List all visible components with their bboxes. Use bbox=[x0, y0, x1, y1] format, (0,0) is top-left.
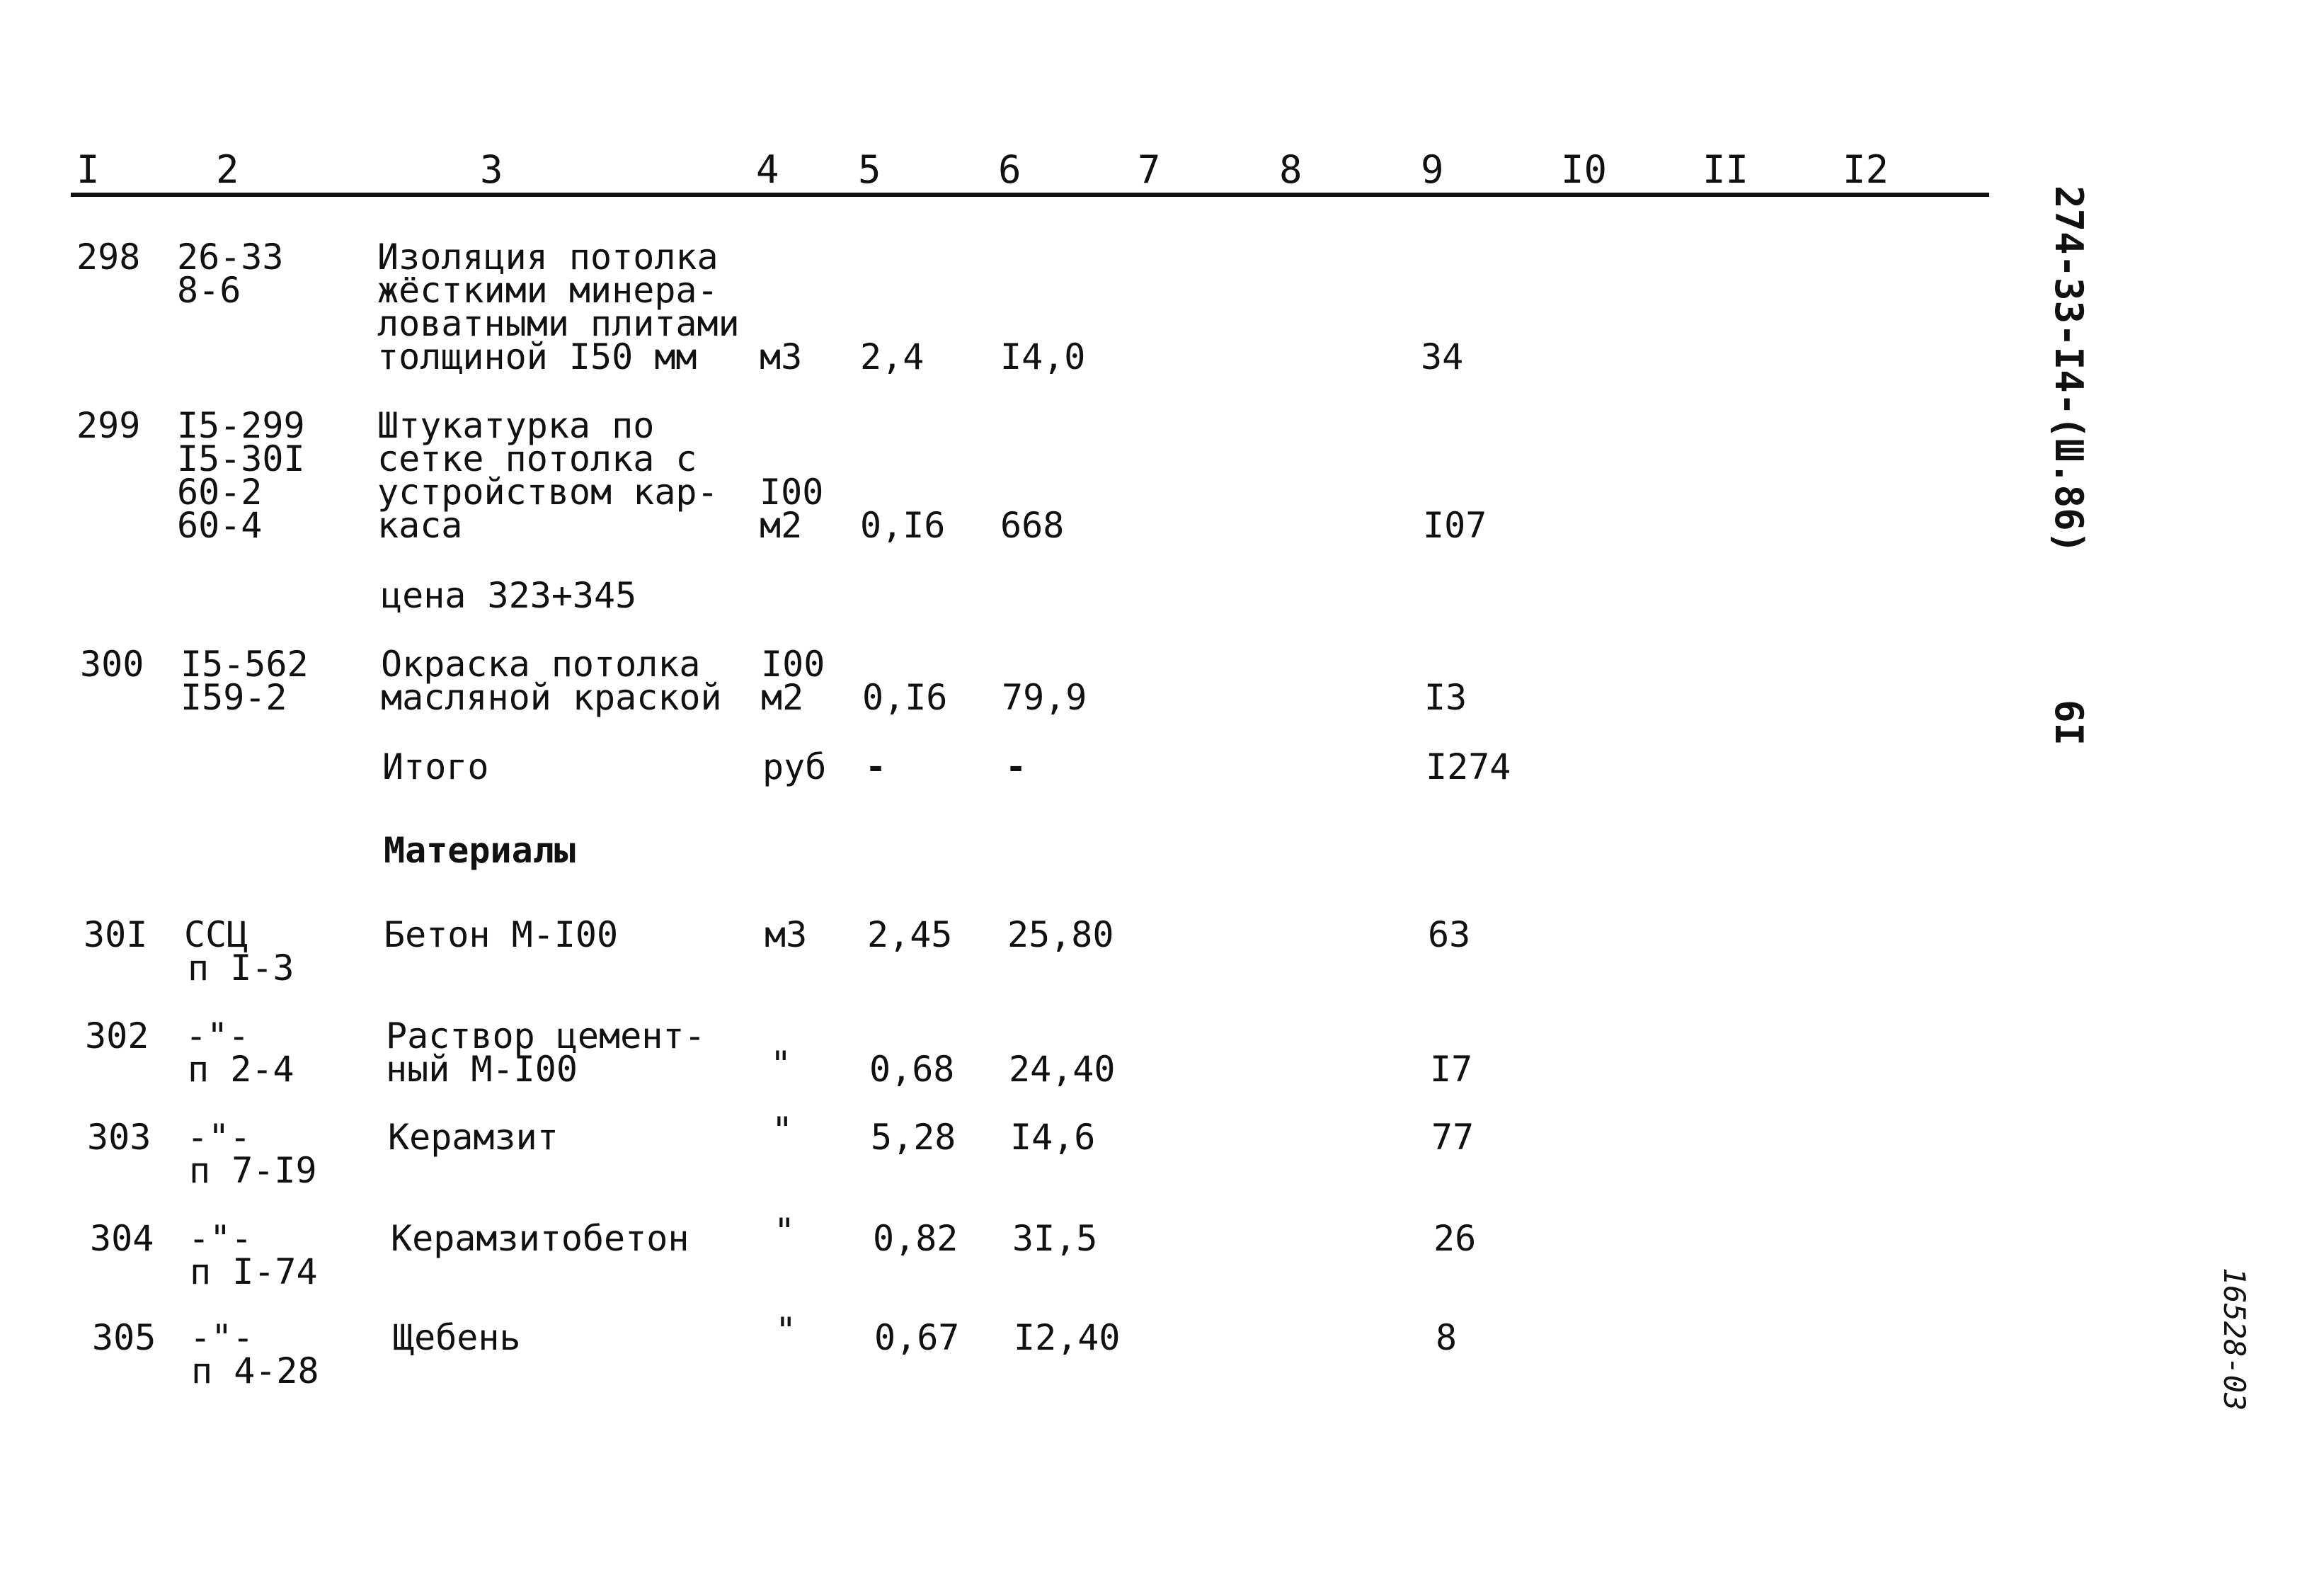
row-code-line: 8-6 bbox=[177, 270, 241, 311]
row-code-line: 60-4 bbox=[177, 505, 263, 546]
row-total: 63 bbox=[1428, 914, 1471, 955]
row-unit: м3 bbox=[765, 914, 808, 955]
row-code-line: -"- bbox=[185, 1015, 250, 1057]
row-desc-line: масляной краской bbox=[381, 677, 722, 718]
row-price: 24,40 bbox=[1009, 1049, 1116, 1090]
row-code-line: п 7-I9 bbox=[189, 1150, 317, 1191]
row-unit-ditto: " bbox=[772, 1110, 794, 1151]
row-number: 30I bbox=[84, 914, 148, 955]
row-unit: м3 bbox=[760, 336, 803, 377]
row-number: 304 bbox=[90, 1218, 154, 1259]
section-heading: Материалы bbox=[384, 830, 576, 871]
column-header-6: 6 bbox=[998, 147, 1021, 192]
row-price: I4,6 bbox=[1010, 1117, 1096, 1158]
row-desc-line: Окраска потолка bbox=[381, 644, 701, 685]
row-code-line: -"- bbox=[190, 1317, 254, 1358]
row-total: 77 bbox=[1431, 1117, 1475, 1158]
row-desc-line: каса bbox=[377, 505, 463, 546]
row-code-line: -"- bbox=[187, 1117, 251, 1158]
price-note: цена 323+345 bbox=[381, 575, 637, 616]
row-unit-ditto: " bbox=[775, 1310, 797, 1351]
row-number: 303 bbox=[87, 1117, 151, 1158]
row-total: I7 bbox=[1430, 1049, 1473, 1090]
row-total: I07 bbox=[1423, 505, 1487, 546]
row-price: 79,9 bbox=[1002, 677, 1087, 718]
archive-stamp: 16528-03 bbox=[2217, 1268, 2252, 1411]
row-unit: руб bbox=[762, 746, 827, 787]
row-code-line: ССЦ bbox=[184, 914, 248, 955]
row-price: I2,40 bbox=[1014, 1317, 1121, 1358]
row-code-line: I5-30I bbox=[177, 438, 305, 479]
row-desc-line: Керамзитобетон bbox=[391, 1218, 689, 1259]
row-price: - bbox=[1005, 746, 1027, 787]
row-unit: м2 bbox=[760, 505, 803, 546]
row-code-line: 60-2 bbox=[177, 472, 263, 513]
row-price: 3I,5 bbox=[1012, 1218, 1098, 1259]
row-unit: I00 bbox=[760, 472, 824, 513]
row-unit: I00 bbox=[761, 644, 825, 685]
row-number: 305 bbox=[92, 1317, 156, 1358]
row-unit-ditto: " bbox=[774, 1211, 796, 1252]
row-total: I3 bbox=[1424, 677, 1467, 718]
document-code: 274-33-I4-(Ш.86) bbox=[2047, 186, 2091, 554]
column-header-5: 5 bbox=[858, 147, 881, 192]
column-header-4: 4 bbox=[756, 147, 779, 192]
row-number: 298 bbox=[76, 237, 141, 278]
row-number: 300 bbox=[80, 644, 144, 685]
row-desc-line: ный М-I00 bbox=[386, 1049, 578, 1090]
row-desc-line: Раствор цемент- bbox=[386, 1015, 706, 1057]
column-header-12: I2 bbox=[1843, 147, 1889, 192]
row-desc-line: Штукатурка по bbox=[377, 405, 655, 446]
row-qty: 0,68 bbox=[869, 1049, 955, 1090]
row-qty: 2,45 bbox=[867, 914, 953, 955]
row-price: I4,0 bbox=[1000, 336, 1086, 377]
row-qty: - bbox=[865, 746, 887, 787]
row-desc-line: толщиной I50 мм bbox=[377, 336, 697, 377]
row-price: 668 bbox=[1000, 505, 1065, 546]
row-code-line: п I-3 bbox=[188, 947, 294, 989]
row-code-line: I59-2 bbox=[181, 677, 287, 718]
row-desc-line: ловатными плитами bbox=[377, 303, 740, 344]
row-code-line: -"- bbox=[188, 1218, 253, 1259]
row-price: 25,80 bbox=[1007, 914, 1114, 955]
header-rule bbox=[71, 193, 1989, 197]
row-code-line: I5-562 bbox=[181, 644, 309, 685]
column-header-7: 7 bbox=[1138, 147, 1161, 192]
column-header-8: 8 bbox=[1279, 147, 1303, 192]
row-code-line: п I-74 bbox=[190, 1251, 318, 1292]
column-header-9: 9 bbox=[1421, 147, 1444, 192]
row-code-line: п 2-4 bbox=[188, 1049, 294, 1090]
row-code-line: 26-33 bbox=[177, 237, 284, 278]
page-number: 6I bbox=[2047, 700, 2091, 746]
row-desc-line: сетке потолка с bbox=[377, 438, 697, 479]
total-label: Итого bbox=[382, 746, 489, 787]
column-header-2: 2 bbox=[216, 147, 239, 192]
row-total: 26 bbox=[1433, 1218, 1477, 1259]
row-desc-line: устройством кар- bbox=[377, 472, 719, 513]
row-number: 302 bbox=[85, 1015, 149, 1057]
row-qty: 0,I6 bbox=[860, 505, 946, 546]
row-qty: 5,28 bbox=[871, 1117, 956, 1158]
row-desc-line: Керамзит bbox=[388, 1117, 559, 1158]
row-total: I274 bbox=[1426, 746, 1511, 787]
column-header-10: I0 bbox=[1561, 147, 1608, 192]
row-code-line: п 4-28 bbox=[191, 1350, 319, 1391]
row-qty: 0,67 bbox=[874, 1317, 960, 1358]
row-desc-line: Щебень bbox=[393, 1317, 521, 1358]
column-header-3: 3 bbox=[480, 147, 503, 192]
row-total: 8 bbox=[1436, 1317, 1458, 1358]
row-number: 299 bbox=[76, 405, 141, 446]
row-qty: 0,82 bbox=[873, 1218, 958, 1259]
row-unit: м2 bbox=[761, 677, 804, 718]
row-desc-line: жёсткими минера- bbox=[377, 270, 719, 311]
row-qty: 0,I6 bbox=[862, 677, 948, 718]
row-total: 34 bbox=[1421, 336, 1464, 377]
column-header-1: I bbox=[76, 147, 100, 192]
row-qty: 2,4 bbox=[860, 336, 925, 377]
row-unit-ditto: " bbox=[770, 1044, 792, 1085]
row-desc-line: Изоляция потолка bbox=[377, 237, 719, 278]
row-desc-line: Бетон М-I00 bbox=[384, 914, 619, 955]
column-header-11: II bbox=[1702, 147, 1749, 192]
row-code-line: I5-299 bbox=[177, 405, 305, 446]
